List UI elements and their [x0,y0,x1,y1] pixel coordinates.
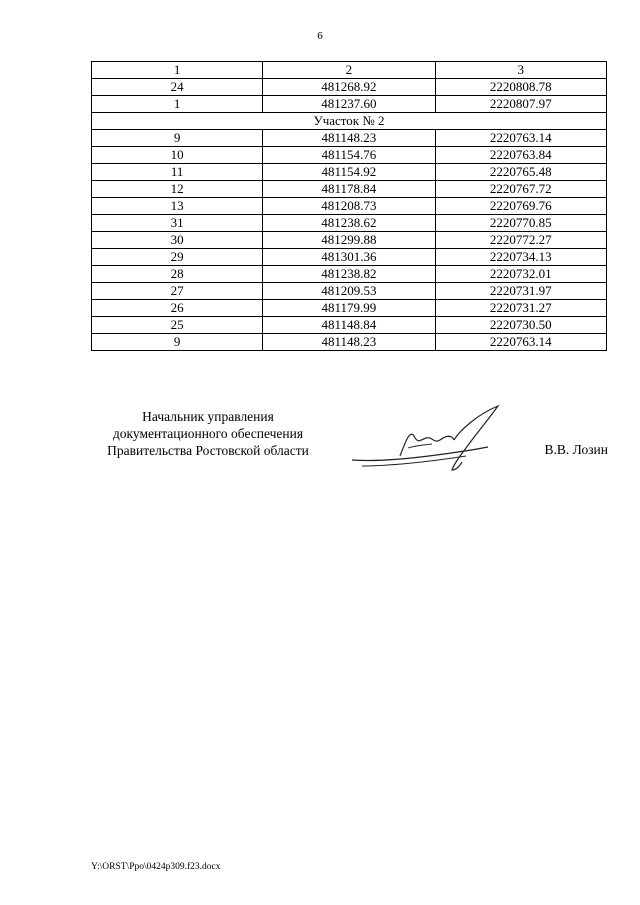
x-coordinate-cell: 481299.88 [263,232,435,249]
table-row [92,181,607,198]
y-coordinate-cell: 2220763.14 [435,130,606,147]
table-row [92,232,607,249]
point-number-cell: 29 [92,249,263,266]
y-coordinate-cell: 2220732.01 [435,266,606,283]
coordinates-table [91,61,607,351]
x-coordinate-cell: 481179.99 [263,300,435,317]
table-row [92,249,607,266]
x-coordinate-cell: 481154.76 [263,147,435,164]
coordinates-table-body [92,62,607,351]
y-coordinate-cell: 2220808.78 [435,79,606,96]
signature-graphic [348,400,508,480]
table-row [92,79,607,96]
x-coordinate-cell: 481209.53 [263,283,435,300]
point-number-cell: 12 [92,181,263,198]
point-number-cell: 9 [92,334,263,351]
y-coordinate-cell: 2220730.50 [435,317,606,334]
y-coordinate-cell: 2220769.76 [435,198,606,215]
point-number-cell: 1 [92,96,263,113]
y-coordinate-cell: 2220767.72 [435,181,606,198]
x-coordinate-cell: 481301.36 [263,249,435,266]
x-coordinate-cell: 481148.23 [263,334,435,351]
header-cell-1: 1 [92,62,263,79]
y-coordinate-cell: 2220763.84 [435,147,606,164]
y-coordinate-cell: 2220731.97 [435,283,606,300]
file-path-footer: Y:\ORST\Ppo\0424p309.f23.docx [91,862,221,872]
section-row [92,113,607,130]
table-header-row [92,62,607,79]
x-coordinate-cell: 481148.23 [263,130,435,147]
y-coordinate-cell: 2220765.48 [435,164,606,181]
point-number-cell: 30 [92,232,263,249]
table-row [92,198,607,215]
table-row [92,96,607,113]
point-number-cell: 9 [92,130,263,147]
signer-position-line-2: документационного обеспечения [112,426,304,441]
y-coordinate-cell: 2220763.14 [435,334,606,351]
y-coordinate-cell: 2220770.85 [435,215,606,232]
table-row [92,334,607,351]
signer-name: В.В. Лозин [544,442,608,457]
signer-position-line-3: Правительства Ростовской области [107,443,309,458]
header-cell-3: 3 [435,62,606,79]
point-number-cell: 31 [92,215,263,232]
x-coordinate-cell: 481238.62 [263,215,435,232]
table-row [92,147,607,164]
table-row [92,283,607,300]
x-coordinate-cell: 481208.73 [263,198,435,215]
table-row [92,300,607,317]
signer-position-line-1: Начальник управления [142,409,274,424]
point-number-cell: 28 [92,266,263,283]
y-coordinate-cell: 2220807.97 [435,96,606,113]
table-row [92,130,607,147]
signature-title-block [88,408,328,459]
y-coordinate-cell: 2220731.27 [435,300,606,317]
table-row [92,164,607,181]
section-title: Участок № 2 [92,113,607,130]
point-number-cell: 24 [92,79,263,96]
x-coordinate-cell: 481148.84 [263,317,435,334]
point-number-cell: 25 [92,317,263,334]
point-number-cell: 11 [92,164,263,181]
x-coordinate-cell: 481238.82 [263,266,435,283]
x-coordinate-cell: 481178.84 [263,181,435,198]
x-coordinate-cell: 481237.60 [263,96,435,113]
table-row [92,215,607,232]
point-number-cell: 10 [92,147,263,164]
header-cell-2: 2 [263,62,435,79]
table-row [92,317,607,334]
point-number-cell: 13 [92,198,263,215]
handwritten-signature [348,400,508,480]
point-number-cell: 26 [92,300,263,317]
y-coordinate-cell: 2220772.27 [435,232,606,249]
point-number-cell: 27 [92,283,263,300]
x-coordinate-cell: 481268.92 [263,79,435,96]
x-coordinate-cell: 481154.92 [263,164,435,181]
y-coordinate-cell: 2220734.13 [435,249,606,266]
table-row [92,266,607,283]
page-number: 6 [317,30,323,42]
